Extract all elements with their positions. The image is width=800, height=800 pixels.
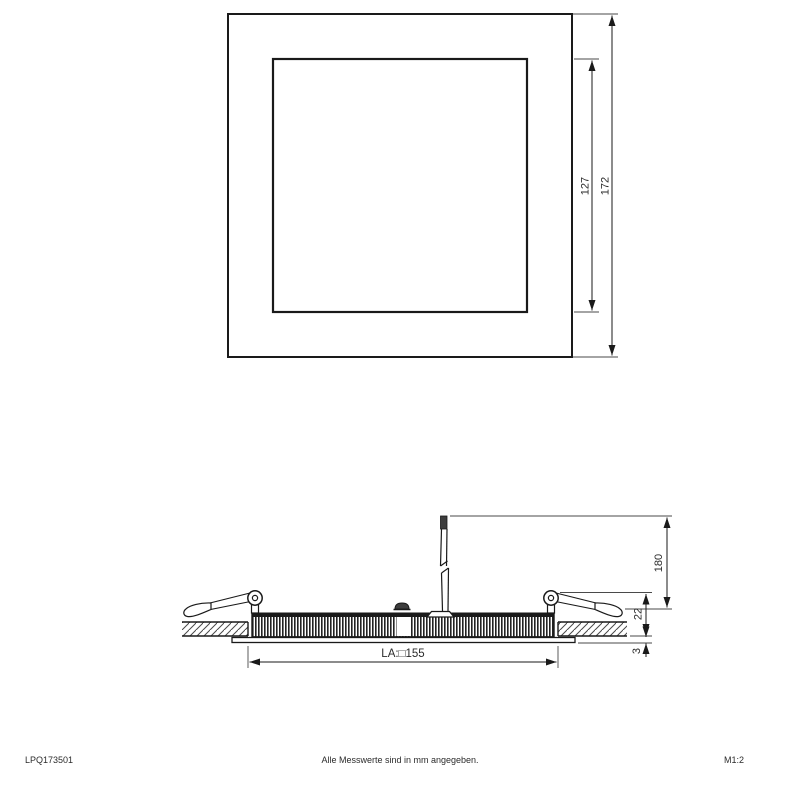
- dim-label-inner: 127: [579, 176, 592, 196]
- dim-label-cable: 180: [653, 553, 665, 573]
- panel-top-band: [252, 613, 554, 618]
- drawing-scale: M1:2: [723, 755, 744, 765]
- dimension-outer-172: [600, 16, 613, 356]
- drawing-footer: [0, 755, 800, 769]
- panel-fin-gap: [397, 617, 411, 636]
- front-flange: [232, 638, 575, 643]
- cable-lines: [441, 529, 449, 611]
- connection-cable: [427, 516, 454, 617]
- ceiling-hatch-right: [558, 622, 627, 636]
- ceiling-hatch-left: [182, 622, 248, 636]
- dimension-cable-180: [653, 518, 667, 608]
- dimension-height-22: [633, 594, 647, 635]
- clip-handle: [184, 603, 211, 617]
- dimension-inner-127: [580, 61, 593, 311]
- dimension-cutout: [248, 646, 558, 668]
- screw-dome: [394, 603, 411, 610]
- clip-handle: [595, 603, 622, 617]
- panel-body: [252, 613, 554, 638]
- cable-gland: [427, 612, 454, 618]
- measurement-note: Alle Messwerte sind in mm angegeben.: [321, 755, 479, 765]
- spring-clip-right: [544, 591, 622, 617]
- panel-inner-light-surface: [273, 59, 527, 312]
- article-number: LPQ173501: [25, 755, 74, 765]
- section-view: [182, 516, 672, 668]
- dimension-flange-3: [631, 630, 646, 657]
- spring-clip-left: [184, 591, 262, 617]
- dim-label-outer: 172: [599, 176, 612, 196]
- dim-label-flange: 3: [631, 647, 643, 655]
- dim-label-cutout: LA:□155: [381, 648, 425, 660]
- clip-arm: [206, 593, 253, 610]
- clip-arm: [553, 593, 600, 610]
- dim-label-height: 22: [632, 607, 645, 621]
- top-view: [228, 14, 618, 357]
- cable-tip: [441, 516, 448, 529]
